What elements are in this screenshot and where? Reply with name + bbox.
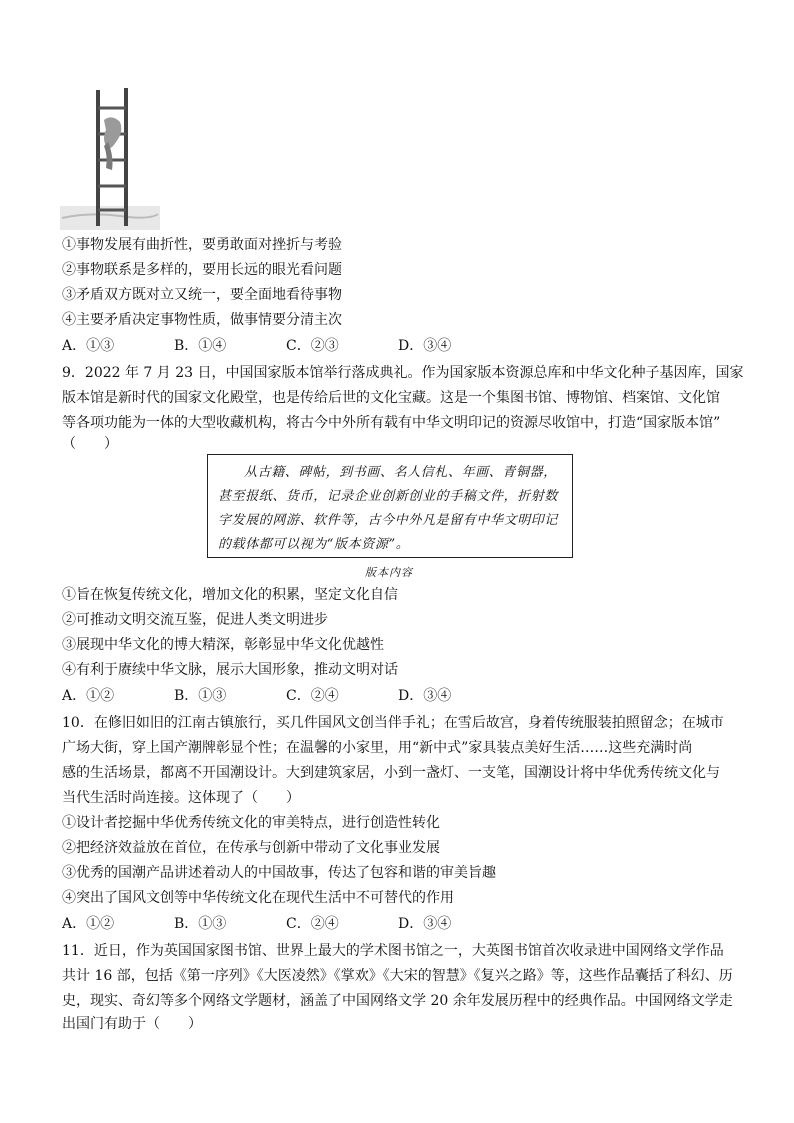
q9-option-2: ②可推动文明交流互鉴，促进人类文明进步 [62,612,328,628]
q10-stem-line-2: 广场大街，穿上国产潮牌彰显个性；在温馨的小家里，用“新中式”家具装点美好生活……这些充满时尚 [62,740,693,756]
q10-stem-line-1: 10．在修旧如旧的江南古镇旅行，买几件国风文创当伴手礼；在雪后故宫，身着传统服装拍照留念；在城市 [62,715,724,731]
q8-option-3: ③矛盾双方既对立又统一，要全面地看待事物 [62,287,342,303]
q9-stem-line-2: 版本馆是新时代的国家文化殿堂，也是传给后世的文化宝藏。这是一个集图书馆、博物馆、档案馆、文化馆 [62,390,720,406]
q9-option-3: ③展现中华文化的博大精深，彰彰显中华文化优越性 [62,637,384,653]
q9-stem-line-3: 等各项功能为一体的大型收藏机构，将古今中外所有载有中华文明印记的资源尽收馆中，打造“国家版本馆” [62,415,721,431]
q10-choice-b[interactable]: B．①③ [174,916,227,932]
q10-choice-d[interactable]: D．③④ [398,916,452,932]
q9-box-line-3: 字发展的网游、软件等，古今中外凡是留有中华文明印记 [218,513,559,528]
q8-option-4: ④主要矛盾决定事物性质，做事情要分清主次 [62,312,342,328]
q8-option-2: ②事物联系是多样的，要用长远的眼光看问题 [62,262,342,278]
q11-stem-line-1: 11．近日，作为英国国家图书馆、世界上最大的学术图书馆之一，大英图书馆首次收录进中国网络文学作品 [62,943,724,959]
q11-stem-line-2: 共计 16 部，包括《第一序列》《大医凌然》《掌欢》《大宋的智慧》《复兴之路》等，这些作品囊括了科幻、历 [62,968,733,984]
q8-choice-d[interactable]: D．③④ [398,338,452,354]
ladder-illustration [60,86,160,230]
q9-choice-b[interactable]: B．①③ [174,688,227,704]
q10-stem-line-3: 感的生活场景，都离不开国潮设计。大到建筑家居，小到一盏灯、一支笔，国潮设计将中华优秀传统文化与 [62,765,720,781]
q9-box-line-4: 的载体都可以视为“版本资源”。 [218,537,410,552]
q10-option-2: ②把经济效益放在首位，在传承与创新中带动了文化事业发展 [62,840,440,856]
q11-stem-line-3: 史，现实、奇幻等多个网络文学题材，涵盖了中国网络文学 20 余年发展历程中的经典作品。中国网络文学走 [62,993,733,1009]
q9-option-1: ①旨在恢复传统文化，增加文化的积累，坚定文化自信 [62,587,398,603]
q10-choice-c[interactable]: C．②④ [286,916,339,932]
q9-choice-d[interactable]: D．③④ [398,688,452,704]
q8-option-1: ①事物发展有曲折性，要勇敢面对挫折与考验 [62,237,342,253]
q9-choices [62,686,510,706]
q8-choice-a[interactable]: A．①③ [62,338,115,354]
q9-box-line-2: 甚至报纸、货币，记录企业创新创业的手稿文件，折射数 [218,489,559,504]
q10-choices [62,914,510,934]
q9-box-line-1: 从古籍、碑帖，到书画、名人信札、年画、青铜器， [244,465,557,480]
q9-option-4: ④有利于赓续中华文脉，展示大国形象，推动文明对话 [62,662,398,678]
q10-stem-line-4: 当代生活时尚连接。这体现了（ ） [62,790,300,806]
q8-choice-b[interactable]: B．①④ [174,338,227,354]
q8-choices [62,336,510,356]
q9-box-caption: 版本内容 [365,566,413,579]
q9-stem-line-4: （ ） [62,436,118,452]
q10-choice-a[interactable]: A．①② [62,916,115,932]
q9-material-box [207,454,573,558]
q10-option-3: ③优秀的国潮产品讲述着动人的中国故事，传达了包容和谐的审美旨趣 [62,865,496,881]
q9-choice-c[interactable]: C．②④ [286,688,339,704]
q9-stem-line-1: 9．2022 年 7 月 23 日，中国国家版本馆举行落成典礼。作为国家版本资源总库和中华文化种子基因库，国家 [62,365,744,381]
q10-option-4: ④突出了国风文创等中华传统文化在现代生活中不可替代的作用 [62,890,454,906]
q8-choice-c[interactable]: C．②③ [286,338,339,354]
q11-stem-line-4: 出国门有助于（ ） [62,1016,202,1032]
q9-choice-a[interactable]: A．①② [62,688,115,704]
q10-option-1: ①设计者挖掘中华优秀传统文化的审美特点，进行创造性转化 [62,815,440,831]
